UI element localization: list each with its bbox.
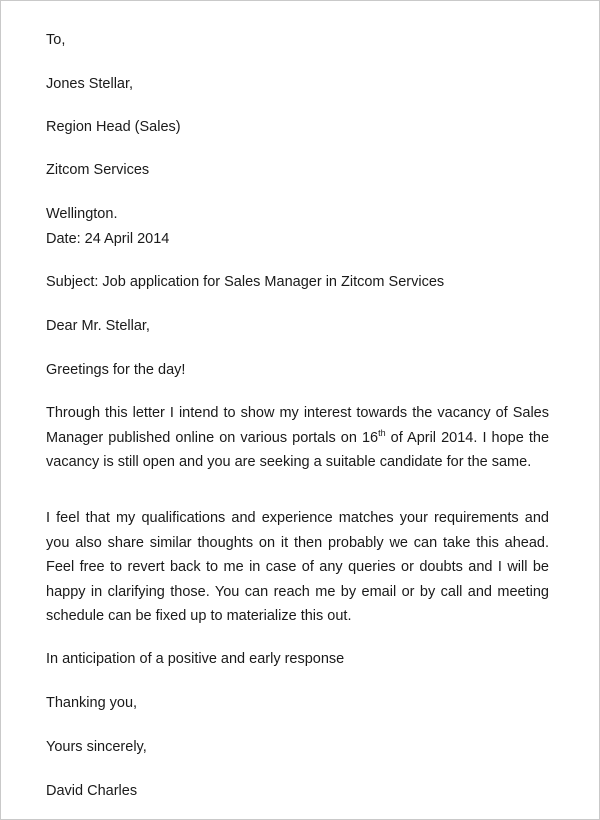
signature-name: David Charles xyxy=(46,783,138,799)
recipient-name: Jones Stellar, xyxy=(46,76,134,92)
anticipation-line: In anticipation of a positive and early response xyxy=(46,651,345,667)
paragraph-interest-text-before: Through this letter I intend to show my interest towards the vacancy of Sales Manager published online on various portals on 16 xyxy=(46,405,549,446)
salutation-to: To, xyxy=(46,32,66,48)
date-line: Date: 24 April 2014 xyxy=(46,231,170,247)
paragraph-interest xyxy=(46,401,549,475)
paragraph-interest-text-after: of April 2014. I hope the vacancy is still open and you are seeking a suitable candidate for the same. xyxy=(46,429,550,470)
thanks-line: Thanking you, xyxy=(46,695,138,711)
paragraph-qualifications: I feel that my qualifications and experience matches your requirements and you also share similar thoughts on it then probably we can take this ahead. Feel free to revert back to me in case of any queries or doubts and I will be happy in clarifying those. You can reach me by email or by call and meeting schedule can be fixed up to materialize this out. xyxy=(46,510,549,624)
recipient-city: Wellington. xyxy=(46,206,118,222)
recipient-company: Zitcom Services xyxy=(46,162,150,178)
subject-line: Subject: Job application for Sales Manager in Zitcom Services xyxy=(46,274,445,290)
opening-line: Greetings for the day! xyxy=(46,362,186,378)
recipient-title: Region Head (Sales) xyxy=(46,119,181,135)
greeting: Dear Mr. Stellar, xyxy=(46,318,150,334)
ordinal-suffix: th xyxy=(378,427,386,438)
closing-line: Yours sincerely, xyxy=(46,739,147,755)
